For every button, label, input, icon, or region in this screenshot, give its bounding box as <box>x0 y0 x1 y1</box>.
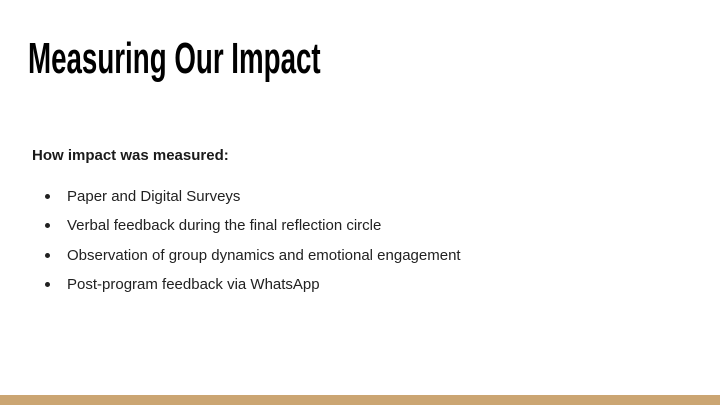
bullet-icon <box>45 223 50 228</box>
list-item-text: Paper and Digital Surveys <box>67 188 241 205</box>
list-item <box>45 182 461 211</box>
list-item <box>45 270 461 299</box>
bullet-list <box>45 182 461 299</box>
bullet-icon <box>45 282 50 287</box>
bullet-icon <box>45 253 50 258</box>
list-item-text: Post-program feedback via WhatsApp <box>67 275 320 293</box>
bullet-icon <box>45 194 50 199</box>
list-item-text: Verbal feedback during the final reflection circle <box>67 217 382 235</box>
list-item <box>45 241 461 270</box>
list-item <box>45 211 461 240</box>
accent-bar <box>0 395 720 405</box>
section-heading: How impact was measured: <box>32 147 229 164</box>
list-item-text: Observation of group dynamics and emotional engagement <box>67 246 461 264</box>
slide-title: Measuring Our Impact <box>28 34 321 83</box>
